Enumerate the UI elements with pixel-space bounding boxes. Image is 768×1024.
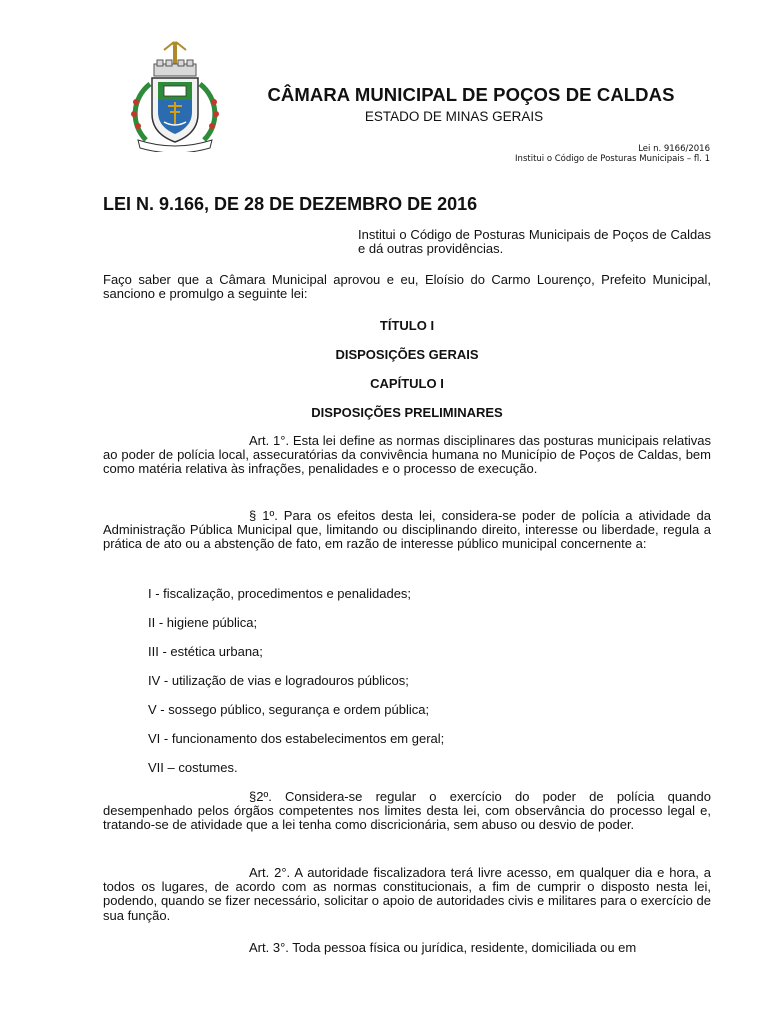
- page-reference: Institui o Código de Posturas Municipais – fl. 1: [515, 154, 710, 164]
- article-1-paragraph-2: §2º. Considera-se regular o exercício do poder de polícia quando desempenhado pelos órgãos competentes nos limites desta lei, com observância do processo legal e, tratando-se de atividade que a lei tenha como discricionária, sem abuso ou desvio de poder.: [103, 789, 711, 833]
- list-item: II - higiene pública;: [148, 615, 258, 630]
- list-item: IV - utilização de vias e logradouros públicos;: [148, 673, 409, 688]
- article-1: Art. 1°. Esta lei define as normas disciplinares das posturas municipais relativas ao poder de polícia local, assecuratórias da convivência humana no Município de Poços de Caldas, bem como matéria relativa às infrações, penalidades e o processo de execução.: [103, 433, 711, 477]
- list-item: V - sossego público, segurança e ordem pública;: [148, 702, 430, 717]
- titulo-name: DISPOSIÇÕES GERAIS: [335, 347, 479, 362]
- chamber-title: CÂMARA MUNICIPAL DE POÇOS DE CALDAS: [267, 84, 675, 105]
- titulo-heading: TÍTULO I: [379, 318, 435, 333]
- capitulo-heading: CAPÍTULO I: [370, 376, 444, 391]
- ementa: Institui o Código de Posturas Municipais de Poços de Caldas e dá outras providências.: [358, 227, 711, 257]
- preamble: Faço saber que a Câmara Municipal aprovou e eu, Eloísio do Carmo Lourenço, Prefeito Municipal, sanciono e promulgo a seguinte lei:: [103, 272, 711, 302]
- law-reference: Lei n. 9166/2016: [638, 144, 710, 154]
- law-title: LEI N. 9.166, DE 28 DE DEZEMBRO DE 2016: [103, 194, 478, 214]
- state-subtitle: ESTADO DE MINAS GERAIS: [364, 109, 544, 124]
- capitulo-name: DISPOSIÇÕES PRELIMINARES: [311, 405, 503, 420]
- list-item: VII – costumes.: [148, 760, 238, 775]
- list-item: I - fiscalização, procedimentos e penalidades;: [148, 586, 412, 601]
- list-item: VI - funcionamento dos estabelecimentos em geral;: [148, 731, 445, 746]
- article-3: Art. 3°. Toda pessoa física ou jurídica, residente, domiciliada ou em: [249, 940, 637, 955]
- list-item: III - estética urbana;: [148, 644, 263, 659]
- article-2: Art. 2°. A autoridade fiscalizadora terá livre acesso, em qualquer dia e hora, a todos os lugares, de acordo com as normas constitucionais, a fim de cumprir o disposto nesta lei, podendo, quando se fizer necessário, solicitar o apoio de autoridades civis e militares para o exercício de sua função.: [103, 865, 711, 923]
- article-1-paragraph-1: § 1º. Para os efeitos desta lei, considera-se poder de polícia a atividade da Administração Pública Municipal que, limitando ou disciplinando direito, interesse ou liberdade, regula a prática de ato ou a abstenção de fato, em razão de interesse público municipal concernente a:: [103, 508, 711, 552]
